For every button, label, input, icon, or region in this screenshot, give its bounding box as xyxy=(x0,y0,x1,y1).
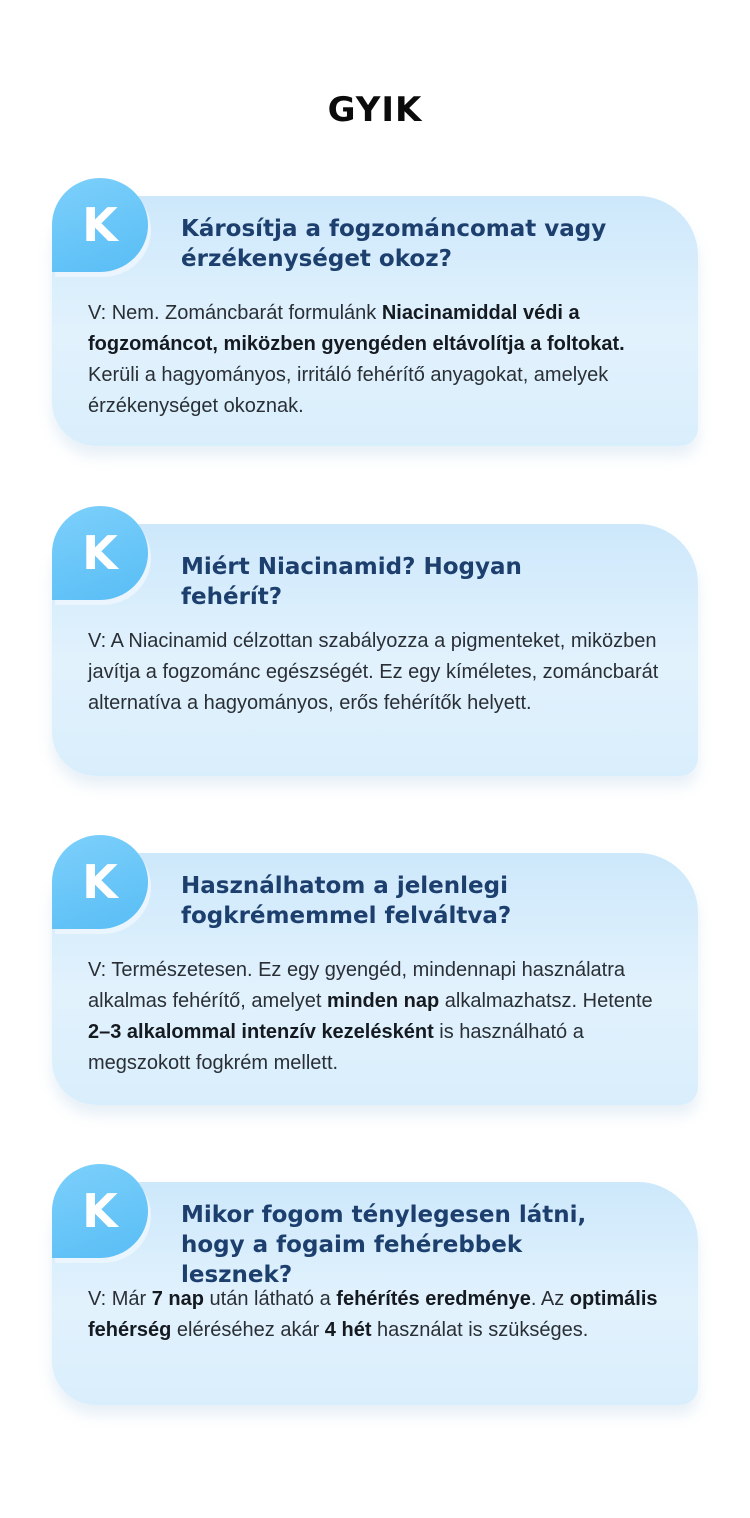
faq-answer xyxy=(88,955,676,1079)
question-badge-letter: K xyxy=(82,526,118,580)
answer-text: V: A Niacinamid célzottan szabályozza a pigmenteket, miközben javítja a fogzománc egészségét. Ez egy kíméletes, zománcbarát alternatíva a hagyományos, erős fehérítők helyett. xyxy=(88,630,659,714)
faq-answer xyxy=(88,298,676,422)
answer-text: használat is szükséges. xyxy=(371,1319,589,1341)
faq-question: Miért Niacinamid? Hogyan fehérít? xyxy=(181,554,522,610)
answer-text: alkalmazhatsz. Hetente xyxy=(439,990,653,1012)
faq-item xyxy=(52,524,698,776)
faq-question: Károsítja a fogzománcomat vagy érzékenységet okoz? xyxy=(181,216,607,272)
answer-text: eléréséhez akár xyxy=(171,1319,325,1341)
question-badge-letter: K xyxy=(82,855,118,909)
faq-question: Használhatom a jelenlegi fogkrémemmel felváltva? xyxy=(181,873,512,929)
answer-emphasis: Niacinamiddal védi a fogzománcot, miközben gyengéden eltávolítja a foltokat. xyxy=(88,302,625,355)
question-badge-letter: K xyxy=(82,1184,118,1238)
answer-emphasis: 4 hét xyxy=(324,1319,372,1341)
answer-text: V: Már xyxy=(88,1288,152,1310)
faq-answer xyxy=(88,1284,676,1346)
question-badge-letter: K xyxy=(82,198,118,252)
page-title: GYIK xyxy=(327,90,423,130)
faq-item xyxy=(52,853,698,1105)
answer-text: V: Nem. Zománcbarát formulánk xyxy=(88,302,382,324)
answer-text: Kerüli a hagyományos, irritáló fehérítő anyagokat, amelyek érzékenységet okoznak. xyxy=(88,364,609,417)
answer-text: V: Természetesen. Ez egy gyengéd, mindennapi használatra alkalmas fehérítő, amelyet xyxy=(88,959,625,1012)
question-badge xyxy=(52,506,148,600)
faq-item xyxy=(52,1182,698,1405)
answer-text: . Az xyxy=(530,1288,570,1310)
question-badge xyxy=(52,1164,148,1258)
answer-emphasis: fehérítés eredménye xyxy=(336,1288,531,1310)
faq-item xyxy=(52,196,698,446)
faq-question: Mikor fogom ténylegesen látni, hogy a fogaim fehérebbek lesznek? xyxy=(181,1202,587,1288)
answer-emphasis: 2–3 alkalommal intenzív kezelésként xyxy=(88,1021,434,1043)
answer-emphasis: optimális fehérség xyxy=(88,1288,658,1341)
answer-text: is használható a megszokott fogkrém mellett. xyxy=(88,1021,584,1074)
answer-text: után látható a xyxy=(203,1288,337,1310)
answer-emphasis: 7 nap xyxy=(151,1288,204,1310)
faq-answer xyxy=(88,626,676,719)
answer-emphasis: minden nap xyxy=(327,990,440,1012)
question-badge xyxy=(52,835,148,929)
question-badge xyxy=(52,178,148,272)
